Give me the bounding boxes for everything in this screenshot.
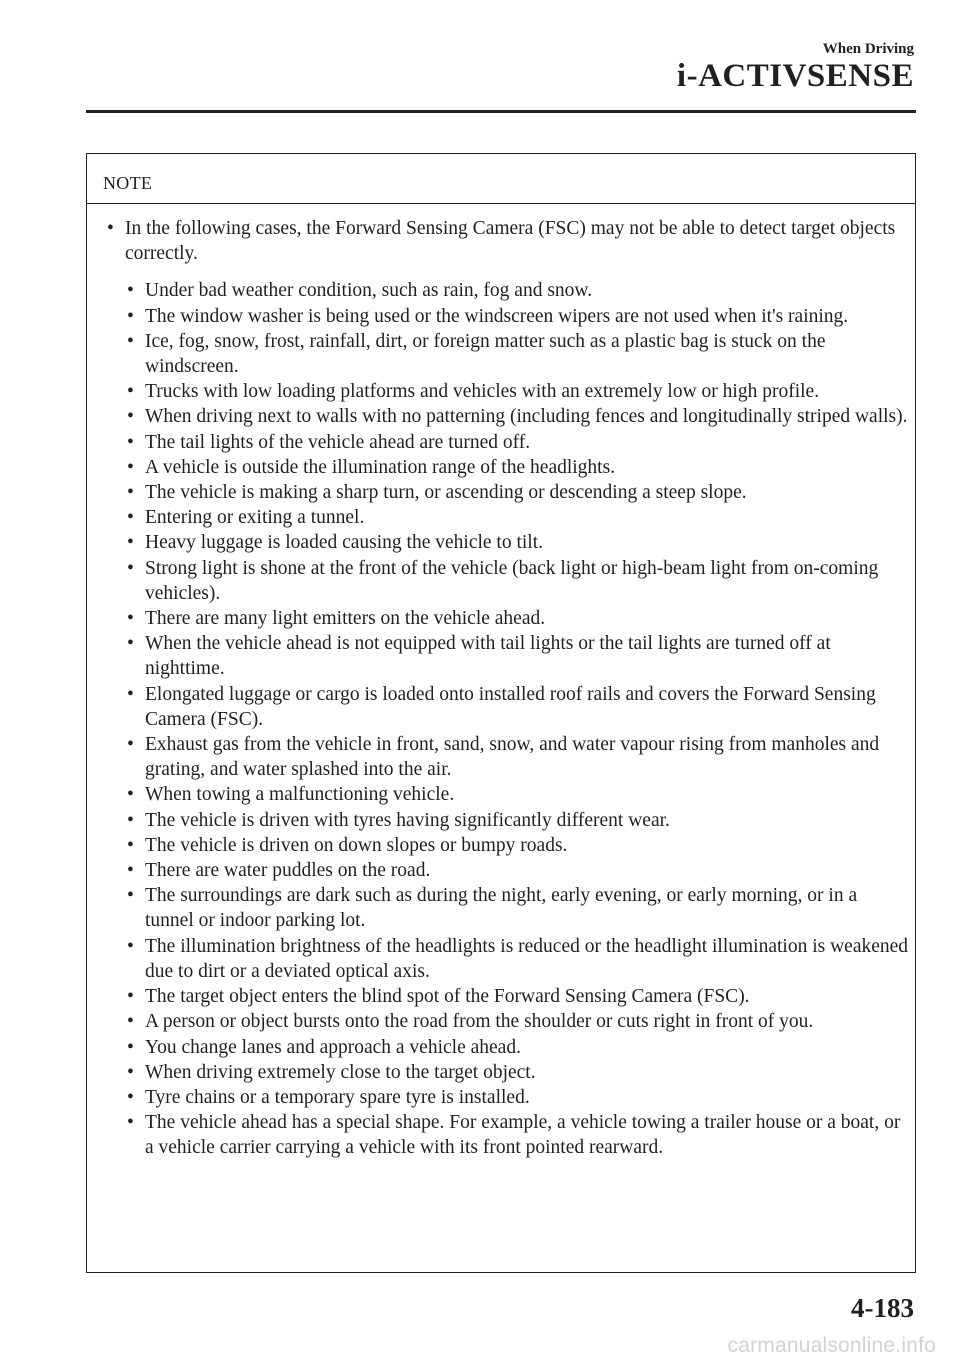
note-box — [86, 153, 916, 1273]
header-divider — [86, 110, 916, 113]
bullet-icon: • — [127, 1112, 134, 1134]
bullet-icon: • — [127, 330, 134, 352]
bullet-icon: • — [127, 784, 134, 806]
condition-text: The vehicle is driven on down slopes or bumpy roads. — [145, 834, 568, 856]
bullet-icon: • — [127, 482, 134, 504]
bullet-icon: • — [127, 734, 134, 756]
bullet-icon: • — [127, 1061, 134, 1083]
note-body — [87, 216, 915, 1161]
bullet-icon: • — [127, 532, 134, 554]
condition-text: When driving extremely close to the target object. — [145, 1061, 536, 1083]
condition-text: Heavy luggage is loaded causing the vehicle to tilt. — [145, 532, 544, 554]
condition-text: The illumination brightness of the headlights is reduced or the headlight illumination is weakened due to dirt or a deviated optical axis. — [145, 935, 909, 982]
condition-item — [87, 304, 915, 329]
condition-text: Elongated luggage or cargo is loaded onto installed roof rails and covers the Forward Sensing Camera (FSC). — [145, 683, 876, 730]
section-label: When Driving — [822, 41, 914, 57]
condition-item — [87, 430, 915, 455]
bullet-icon: • — [127, 683, 134, 705]
bullet-icon: • — [127, 305, 134, 327]
page-number: 4-183 — [851, 1293, 914, 1323]
condition-item — [87, 480, 915, 505]
condition-item — [87, 631, 915, 681]
condition-text: A vehicle is outside the illumination range of the headlights. — [145, 456, 616, 478]
condition-text: A person or object bursts onto the road from the shoulder or cuts right in front of you. — [145, 1011, 814, 1033]
bullet-icon: • — [127, 431, 134, 453]
note-intro-item — [87, 216, 915, 266]
condition-item — [87, 782, 915, 807]
condition-text: The vehicle ahead has a special shape. For example, a vehicle towing a trailer house or a boat, or a vehicle carrier carrying a vehicle with its front pointed rearward. — [145, 1112, 901, 1159]
condition-text: Strong light is shone at the front of the vehicle (back light or high-beam light from on-coming vehicles). — [145, 557, 879, 604]
condition-text: Entering or exiting a tunnel. — [145, 507, 365, 529]
bullet-icon: • — [127, 935, 134, 957]
condition-text: You change lanes and approach a vehicle ahead. — [145, 1036, 521, 1058]
condition-item — [87, 455, 915, 480]
page-header — [677, 40, 914, 94]
bullet-icon: • — [127, 885, 134, 907]
note-intro-text: In the following cases, the Forward Sensing Camera (FSC) may not be able to detect target objects correctly. — [125, 218, 896, 265]
bullet-icon: • — [127, 406, 134, 428]
condition-text: When towing a malfunctioning vehicle. — [145, 784, 455, 806]
condition-item — [87, 682, 915, 732]
condition-item — [87, 556, 915, 606]
condition-item — [87, 505, 915, 530]
condition-text: The vehicle is driven with tyres having significantly different wear. — [145, 809, 670, 831]
condition-item — [87, 606, 915, 631]
condition-item — [87, 1060, 915, 1085]
condition-item — [87, 1110, 915, 1160]
bullet-icon: • — [127, 381, 134, 403]
bullet-icon: • — [127, 280, 134, 302]
condition-item — [87, 1035, 915, 1060]
condition-text: The vehicle is making a sharp turn, or ascending or descending a steep slope. — [145, 482, 747, 504]
bullet-icon: • — [127, 456, 134, 478]
condition-item — [87, 858, 915, 883]
bullet-icon: • — [127, 860, 134, 882]
condition-text: Under bad weather condition, such as rain, fog and snow. — [145, 280, 593, 302]
condition-text: The tail lights of the vehicle ahead are turned off. — [145, 431, 531, 453]
bullet-icon: • — [107, 218, 114, 239]
condition-item — [87, 833, 915, 858]
condition-item — [87, 329, 915, 379]
condition-item — [87, 278, 915, 303]
condition-text: The target object enters the blind spot of the Forward Sensing Camera (FSC). — [145, 986, 750, 1008]
condition-text: The surroundings are dark such as during the night, early evening, or early morning, or in a tunnel or indoor parking lot. — [145, 885, 858, 932]
condition-item — [87, 379, 915, 404]
bullet-icon: • — [127, 1011, 134, 1033]
bullet-icon: • — [127, 1036, 134, 1058]
condition-item — [87, 1009, 915, 1034]
bullet-icon: • — [127, 834, 134, 856]
condition-item — [87, 984, 915, 1009]
condition-item — [87, 1085, 915, 1110]
bullet-icon: • — [127, 507, 134, 529]
condition-text: There are water puddles on the road. — [145, 860, 431, 882]
bullet-icon: • — [127, 809, 134, 831]
condition-text: When the vehicle ahead is not equipped with tail lights or the tail lights are turned off at nighttime. — [145, 633, 831, 680]
condition-item — [87, 404, 915, 429]
note-divider — [87, 203, 915, 204]
condition-text: Tyre chains or a temporary spare tyre is installed. — [145, 1086, 530, 1108]
condition-item — [87, 530, 915, 555]
condition-text: Exhaust gas from the vehicle in front, sand, snow, and water vapour rising from manholes and grating, and water splashed into the air. — [145, 734, 880, 781]
bullet-icon: • — [127, 1086, 134, 1108]
bullet-icon: • — [127, 608, 134, 630]
condition-text: When driving next to walls with no patterning (including fences and longitudinally striped walls). — [145, 406, 908, 428]
bullet-icon: • — [127, 986, 134, 1008]
condition-item — [87, 732, 915, 782]
condition-list — [87, 278, 915, 1160]
condition-item — [87, 808, 915, 833]
condition-text: The window washer is being used or the windscreen wipers are not used when it's raining. — [145, 305, 849, 327]
condition-item — [87, 934, 915, 984]
condition-text: Ice, fog, snow, frost, rainfall, dirt, or foreign matter such as a plastic bag is stuck on the windscreen. — [145, 330, 826, 378]
note-title: NOTE — [103, 173, 153, 193]
condition-item — [87, 883, 915, 933]
watermark: carmanualsonline.info — [727, 1334, 936, 1357]
chapter-title: i-ACTIVSENSE — [676, 58, 914, 94]
condition-text: There are many light emitters on the vehicle ahead. — [145, 608, 546, 630]
bullet-icon: • — [127, 633, 134, 655]
condition-text: Trucks with low loading platforms and vehicles with an extremely low or high profile. — [145, 381, 820, 403]
bullet-icon: • — [127, 557, 134, 579]
